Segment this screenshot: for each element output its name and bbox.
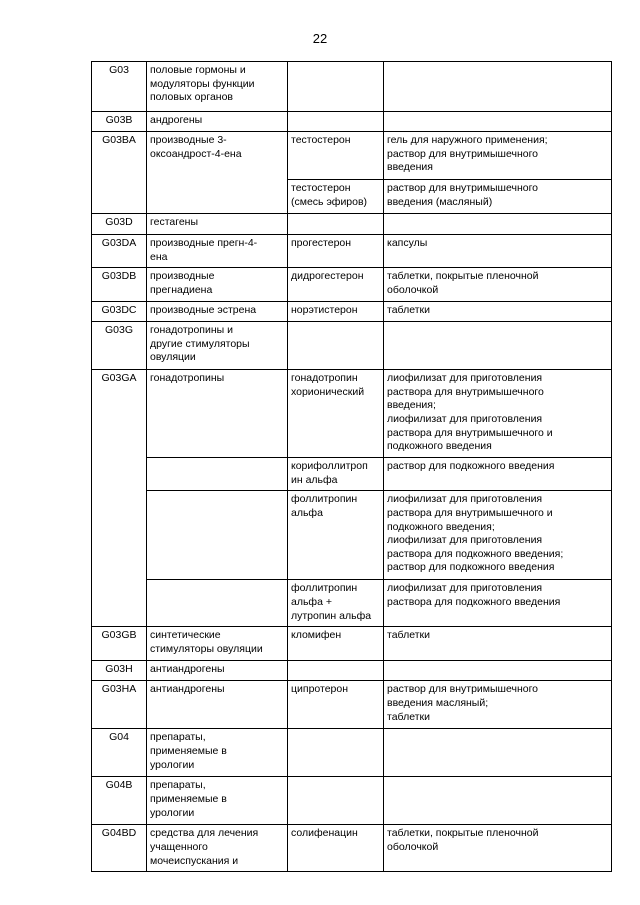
dosage-form-cell: таблетки <box>384 302 612 322</box>
drug-name-cell: ципротерон <box>288 681 384 729</box>
atc-code-cell: G03HA <box>92 681 147 729</box>
group-name-cell: половые гормоны и модуляторы функции половых органов <box>147 62 288 112</box>
drug-name-cell <box>288 729 384 777</box>
dosage-form-cell: таблетки, покрытые пленочной оболочкой <box>384 825 612 872</box>
group-name-cell: производные прегнадиена <box>147 268 288 302</box>
table-row <box>92 661 612 681</box>
group-name-cell: гонадотропины <box>147 370 288 458</box>
group-name-cell: производные 3- оксоандрост-4-ена <box>147 132 288 214</box>
group-name-cell: производные эстрена <box>147 302 288 322</box>
atc-code-cell: G03GA <box>92 370 147 627</box>
dosage-form-cell: гель для наружного применения; раствор для внутримышечного введения <box>384 132 612 180</box>
drug-name-cell: прогестерон <box>288 235 384 268</box>
drug-name-cell <box>288 322 384 370</box>
atc-code-cell: G04 <box>92 729 147 777</box>
atc-code-cell: G03B <box>92 112 147 132</box>
dosage-form-cell <box>384 729 612 777</box>
page-number: 22 <box>312 31 328 46</box>
group-name-cell: гестагены <box>147 214 288 235</box>
group-name-cell <box>147 580 288 627</box>
group-name-cell: препараты, применяемые в урологии <box>147 777 288 825</box>
group-name-cell: производные прегн-4- ена <box>147 235 288 268</box>
group-name-cell: препараты, применяемые в урологии <box>147 729 288 777</box>
group-name-cell: гонадотропины и другие стимуляторы овуляции <box>147 322 288 370</box>
group-name-cell: синтетические стимуляторы овуляции <box>147 627 288 661</box>
table-row <box>92 370 612 458</box>
dosage-form-cell: лиофилизат для приготовления раствора для подкожного введения <box>384 580 612 627</box>
table-row <box>92 132 612 180</box>
dosage-form-cell: лиофилизат для приготовления раствора для внутримышечного введения; лиофилизат для приготовления раствора для внутримышечного и подкожного введения <box>384 370 612 458</box>
dosage-form-cell: лиофилизат для приготовления раствора для внутримышечного и подкожного введения; лиофилизат для приготовления раствора для подкожного введения; раствор для подкожного введения <box>384 491 612 580</box>
dosage-form-cell: раствор для подкожного введения <box>384 458 612 491</box>
drug-name-cell: норэтистерон <box>288 302 384 322</box>
group-name-cell: антиандрогены <box>147 681 288 729</box>
drug-name-cell: корифоллитроп ин альфа <box>288 458 384 491</box>
group-name-cell: средства для лечения учащенного мочеиспускания и <box>147 825 288 872</box>
drug-name-cell <box>288 112 384 132</box>
atc-code-cell: G03DC <box>92 302 147 322</box>
table-row <box>92 681 612 729</box>
drug-table <box>91 61 612 872</box>
table-row <box>92 491 612 580</box>
drug-name-cell <box>288 214 384 235</box>
drug-name-cell <box>288 777 384 825</box>
table-row <box>92 729 612 777</box>
table-row <box>92 580 612 627</box>
group-name-cell <box>147 458 288 491</box>
atc-code-cell: G03DA <box>92 235 147 268</box>
dosage-form-cell <box>384 62 612 112</box>
table-row <box>92 302 612 322</box>
atc-code-cell: G04B <box>92 777 147 825</box>
table-row <box>92 268 612 302</box>
table-row <box>92 627 612 661</box>
atc-code-cell: G03DB <box>92 268 147 302</box>
drug-name-cell <box>288 661 384 681</box>
atc-code-cell: G03G <box>92 322 147 370</box>
group-name-cell: антиандрогены <box>147 661 288 681</box>
dosage-form-cell: таблетки, покрытые пленочной оболочкой <box>384 268 612 302</box>
dosage-form-cell: капсулы <box>384 235 612 268</box>
group-name-cell: андрогены <box>147 112 288 132</box>
table-row <box>92 112 612 132</box>
drug-name-cell: гонадотропин хорионический <box>288 370 384 458</box>
drug-name-cell: тестостерон (смесь эфиров) <box>288 180 384 214</box>
table-row <box>92 235 612 268</box>
dosage-form-cell: таблетки <box>384 627 612 661</box>
dosage-form-cell <box>384 112 612 132</box>
dosage-form-cell <box>384 322 612 370</box>
dosage-form-cell <box>384 777 612 825</box>
atc-code-cell: G03BA <box>92 132 147 214</box>
atc-code-cell: G03GB <box>92 627 147 661</box>
drug-name-cell: фоллитропин альфа <box>288 491 384 580</box>
dosage-form-cell <box>384 214 612 235</box>
table-row <box>92 777 612 825</box>
table-row <box>92 322 612 370</box>
table-row <box>92 458 612 491</box>
table-row <box>92 214 612 235</box>
drug-name-cell: кломифен <box>288 627 384 661</box>
table-row <box>92 825 612 872</box>
drug-name-cell: фоллитропин альфа + лутропин альфа <box>288 580 384 627</box>
table-row <box>92 62 612 112</box>
dosage-form-cell: раствор для внутримышечного введения масляный; таблетки <box>384 681 612 729</box>
atc-code-cell: G03 <box>92 62 147 112</box>
atc-code-cell: G04BD <box>92 825 147 872</box>
group-name-cell <box>147 491 288 580</box>
drug-name-cell: солифенацин <box>288 825 384 872</box>
drug-name-cell: тестостерон <box>288 132 384 180</box>
drug-name-cell: дидрогестерон <box>288 268 384 302</box>
atc-code-cell: G03D <box>92 214 147 235</box>
atc-code-cell: G03H <box>92 661 147 681</box>
dosage-form-cell: раствор для внутримышечного введения (масляный) <box>384 180 612 214</box>
dosage-form-cell <box>384 661 612 681</box>
drug-name-cell <box>288 62 384 112</box>
